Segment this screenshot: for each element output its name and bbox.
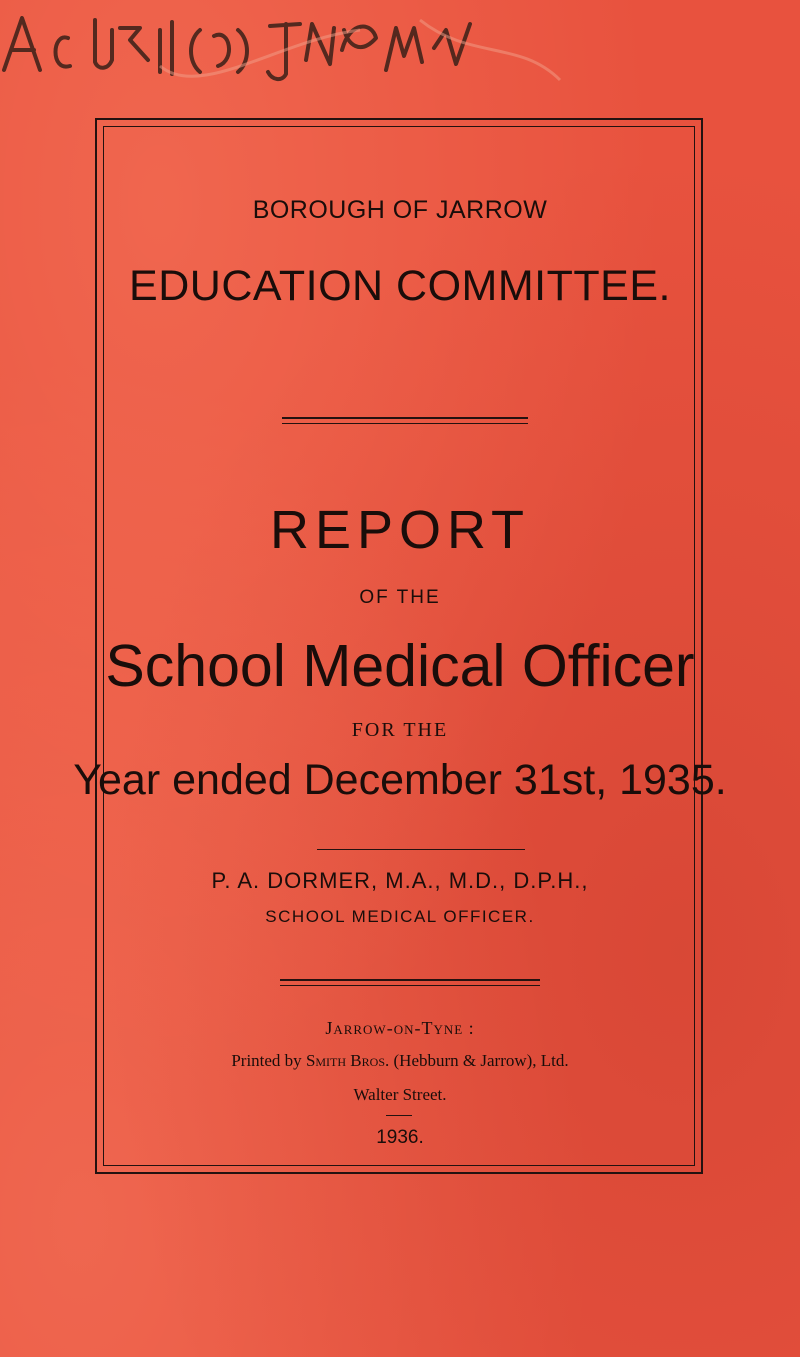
officer-title: School Medical Officer	[105, 633, 695, 699]
handwritten-annotation	[0, 0, 800, 110]
printer-name: Smith Bros.	[305, 1051, 390, 1070]
for-the-label: FOR THE	[351, 719, 449, 741]
short-dash-rule	[386, 1115, 412, 1116]
handwriting-scribble-icon	[0, 0, 800, 110]
imprint-divider-rule	[280, 979, 540, 986]
author-role: SCHOOL MEDICAL OFFICER.	[265, 907, 535, 926]
imprint-place: Jarrow-on-Tyne :	[325, 1018, 475, 1038]
publication-year: 1936.	[376, 1127, 424, 1148]
imprint-street: Walter Street.	[353, 1085, 447, 1104]
divider-rule	[282, 417, 528, 424]
of-the-label: OF THE	[359, 587, 441, 608]
author-name: P. A. DORMER, M.A., M.D., D.P.H.,	[211, 868, 589, 893]
imprint-printer	[0, 1051, 800, 1071]
report-title: REPORT	[269, 500, 531, 560]
borough-heading: BOROUGH OF JARROW	[252, 196, 548, 224]
committee-heading: EDUCATION COMMITTEE.	[129, 262, 671, 310]
thin-divider-rule	[317, 849, 525, 850]
year-ended-line: Year ended December 31st, 1935.	[73, 756, 727, 804]
printer-suffix: (Hebburn & Jarrow), Ltd.	[389, 1051, 569, 1070]
printer-prefix: Printed by	[231, 1051, 306, 1070]
